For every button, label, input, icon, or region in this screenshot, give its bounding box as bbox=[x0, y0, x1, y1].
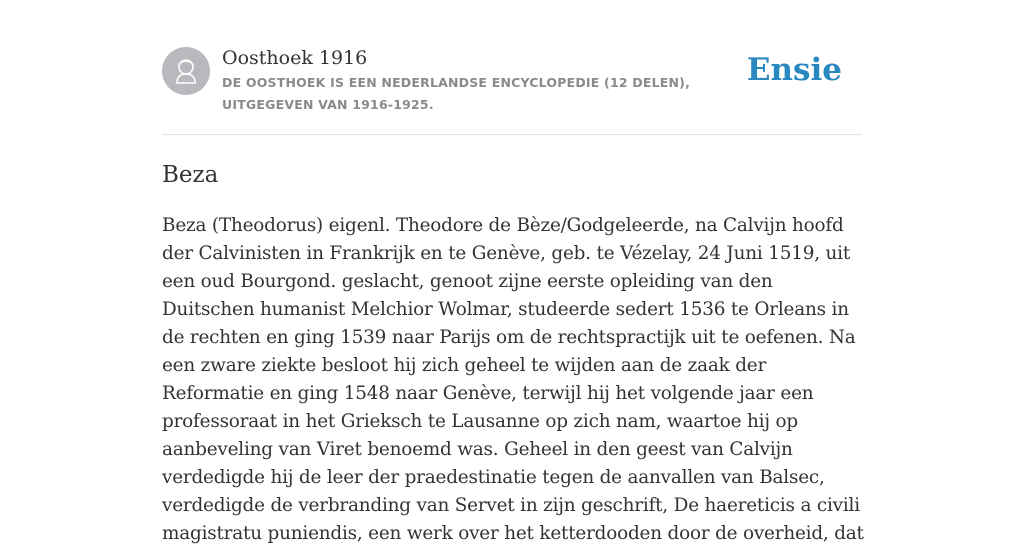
source-name[interactable]: Oosthoek 1916 bbox=[222, 47, 368, 69]
article-title: Beza bbox=[162, 162, 219, 188]
article-body: Beza (Theodorus) eigenl. Theodore de Bèze/Godgeleerde, na Calvijn hoofd der Calvinisten in Frankrijk en te Genève, geb. te Vézelay, 24 Juni 1519, uit een oud Bourgond. geslacht, genoot zijne eerste opleiding van den Duitschen humanist Melchior Wolmar, studeerde sedert 1536 te Orleans in de rechten en ging 1539 naar Parijs om de rechtspractijk uit te oefenen. Na een zware ziekte besloot hij zich geheel te wijden aan de zaak der Reformatie en ging 1548 naar Genève, terwijl hij het volgende jaar een professoraat in het Grieksch te Lausanne op zich nam, waartoe hij op aanbeveling van Viret benoemd was. Geheel in den geest van Calvijn verdedigde hij de leer der praedestinatie tegen de aanvallen van Balsec, verdedigde de verbranding van Servet in zijn geschrift, De haereticis a civili magistratu puniendis, een werk over het ketterdooden door de overheid, dat bbox=[162, 215, 864, 544]
avatar[interactable] bbox=[162, 47, 210, 95]
ensie-logo[interactable]: Ensie bbox=[746, 52, 842, 88]
page-container bbox=[162, 0, 864, 544]
user-icon bbox=[162, 47, 210, 95]
source-description: DE OOSTHOEK IS EEN NEDERLANDSE ENCYCLOPEDIE (12 DELEN), UITGEGEVEN VAN 1916-1925. bbox=[222, 75, 691, 112]
source-header bbox=[162, 0, 862, 135]
